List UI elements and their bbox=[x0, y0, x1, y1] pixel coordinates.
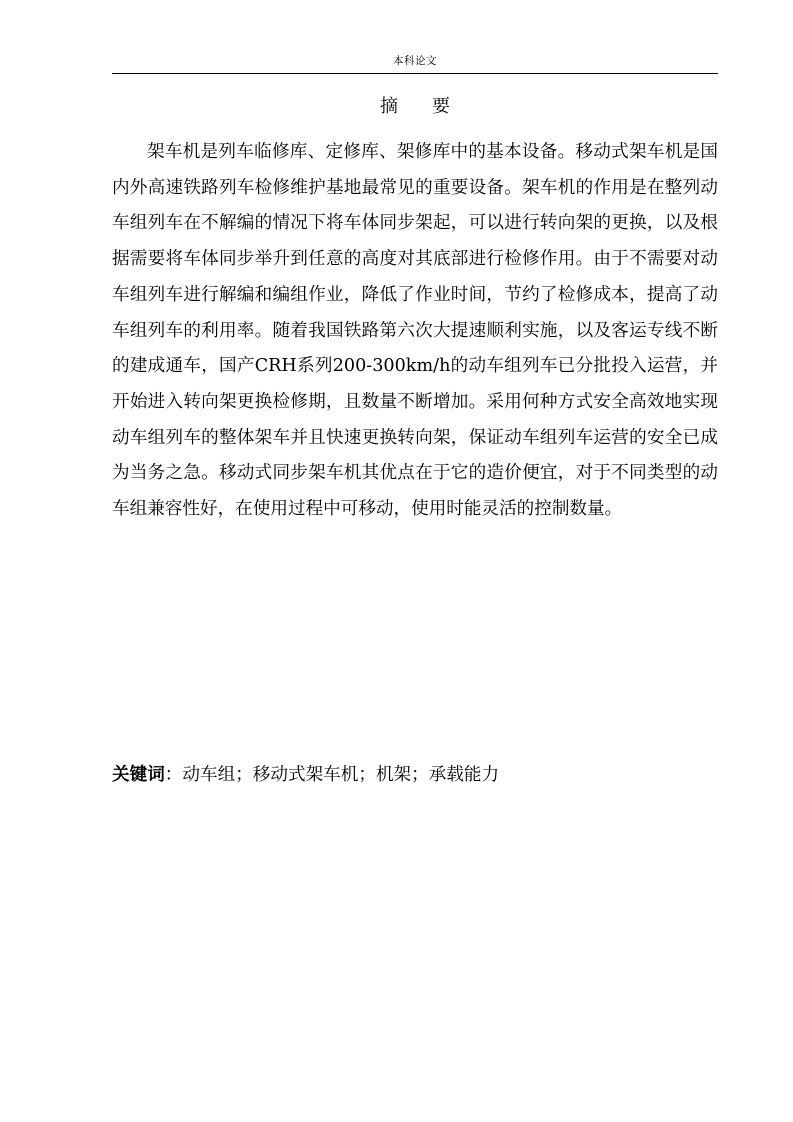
abstract-title bbox=[112, 94, 718, 120]
keywords-separator: ： bbox=[164, 765, 183, 785]
keywords-line bbox=[112, 761, 718, 789]
abstract-title-part2: 要 bbox=[432, 96, 450, 117]
abstract-body: 架车机是列车临修库、定修库、架修库中的基本设备。移动式架车机是国内外高速铁路列车检修维护基地最常见的重要设备。架车机的作用是在整列动车组列车在不解编的情况下将车体同步架起，可以进行转向架的更换，以及根据需要将车体同步举升到任意的高度对其底部进行检修作用。由于不需要对动车组列车进行解编和编组作业，降低了作业时间，节约了检修成本，提高了动车组列车的利用率。随着我国铁路第六次大提速顺利实施，以及客运专线不断的建成通车，国产CRH系列200-300km/h的动车组列车已分批投入运营，并开始进入转向架更换检修期，且数量不断增加。采用何种方式安全高效地实现动车组列车的整体架车并且快速更换转向架，保证动车组列车运营的安全已成为当务之急。移动式同步架车机其优点在于它的造价便宜，对于不同类型的动车组兼容性好，在使用过程中可移动，使用时能灵活的控制数量。 bbox=[112, 142, 718, 520]
abstract-title-part1: 摘 bbox=[380, 96, 398, 117]
running-header: 本科论文 bbox=[393, 55, 437, 67]
keywords-label: 关键词 bbox=[112, 765, 165, 785]
keywords-value: 动车组；移动式架车机；机架；承载能力 bbox=[182, 765, 500, 785]
header-rule bbox=[112, 73, 718, 74]
